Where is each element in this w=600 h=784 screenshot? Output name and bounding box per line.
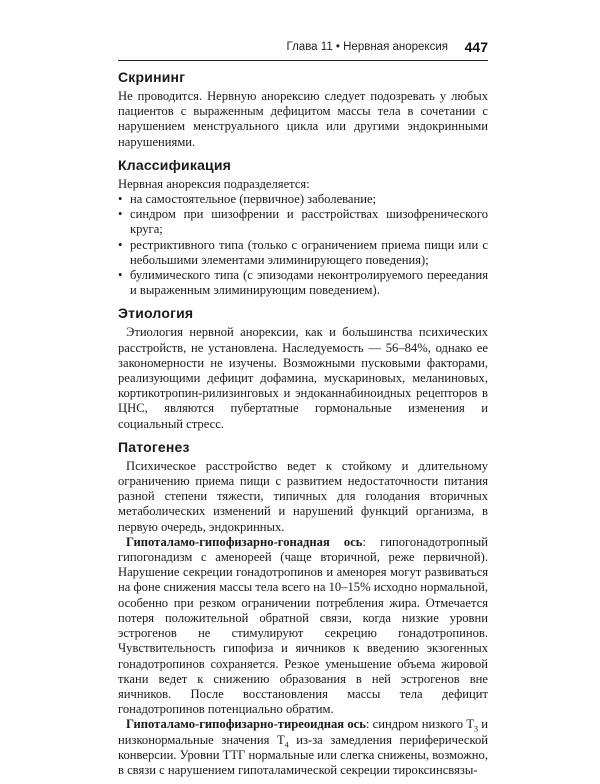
list-item: • булимического типа (с эпизодами неконтролируемого переедания и выраженным элиминирующим поведением). bbox=[118, 268, 488, 298]
run-in-term: Гипоталамо-гипофизарно-тиреоидная ось bbox=[126, 717, 366, 732]
paragraph-gonadal-axis bbox=[118, 535, 488, 717]
running-head bbox=[118, 38, 488, 61]
run-in-term: Гипоталамо-гипофизарно-гонадная ось bbox=[126, 534, 363, 549]
paragraph: Не проводится. Нервную анорексию следует подозревать у любых пациентов с выраженным дефицитом массы тела в сочетании с нарушением менструального цикла или другими эндокринными нарушениями. bbox=[118, 89, 488, 149]
section-heading: Скрининг bbox=[118, 69, 186, 85]
chapter-title: Глава 11 • Нервная анорексия bbox=[286, 41, 448, 53]
paragraph-text: : гипогонадотропный гипогонадизм с аменореей (чаще вторичной, реже первичной). Нарушение секреции гонадотропинов и аменорея могут развиваться на фоне снижения массы тела всего на 10–15% исходно нормальной, особенно при резком ограничении потребления жира. Отмечается потеря положительной обратной связи, когда низкие уровни эстрогенов не стимулируют секрецию гонадотропинов. Чувствительность гипофиза и яичников к введению экзогенных гонадотропинов сохраняется. Резкое уменьшение объема жировой ткани ведет к снижению образования в ней эстрогенов вне яичников. После восстановления массы тела дефицит гонадотропинов потенциально обратим. bbox=[118, 534, 488, 717]
section-heading: Патогенез bbox=[118, 438, 190, 455]
paragraph-text: из-за замедления периферической конверсии. Уровни ТТГ нормальные или слегка снижены, возможно, в связи с нарушением гипоталамической секреции тироксинсвязы- bbox=[118, 732, 488, 777]
subscript: 3 bbox=[474, 724, 479, 734]
paragraph: Этиология нервной анорексии, как и большинства психических расстройств, не установлена. Наследуемость — 56–84%, однако ее закономерности не изучены. Возможными пусковыми факторами, реализующими дефицит дофамина, мускариновых, меланиновых, кортикотропин-рилизинговых и эндоканнабиноидных рецепторов в ЦНС, являются пубертатные гормональные изменения и социальный стресс. bbox=[118, 325, 488, 431]
section-etiology bbox=[118, 304, 488, 431]
page-number: 447 bbox=[464, 39, 488, 55]
subscript: 4 bbox=[284, 740, 289, 750]
section-heading: Классификация bbox=[118, 156, 232, 173]
paragraph: Психическое расстройство ведет к стойкому и длительному ограничению приема пищи с развитием недостаточности питания разной степени тяжести, типичных для голодания вторичных метаболических изменений и нарушений функций организма, в первую очередь, эндокринных. bbox=[118, 458, 488, 534]
section-pathogenesis bbox=[118, 438, 488, 778]
section-classification bbox=[118, 156, 488, 299]
page-content bbox=[118, 68, 488, 784]
list-item: • рестриктивного типа (только с ограничением приема пищи или с небольшими элементами элиминирующего поведения); bbox=[118, 238, 488, 268]
paragraph-text: : синдром низкого T bbox=[365, 717, 475, 732]
section-screening bbox=[118, 68, 488, 150]
paragraph: Нервная анорексия подразделяется: bbox=[118, 176, 310, 191]
paragraph-text: и низконормальные значения T bbox=[118, 717, 488, 747]
paragraph-thyroid-axis bbox=[118, 717, 488, 778]
section-heading: Этиология bbox=[118, 305, 194, 322]
list-item: • на самостоятельное (первичное) заболевание; bbox=[118, 192, 488, 207]
list-item: • синдром при шизофрении и расстройствах шизофренического круга; bbox=[118, 207, 488, 237]
classification-list bbox=[118, 192, 488, 298]
